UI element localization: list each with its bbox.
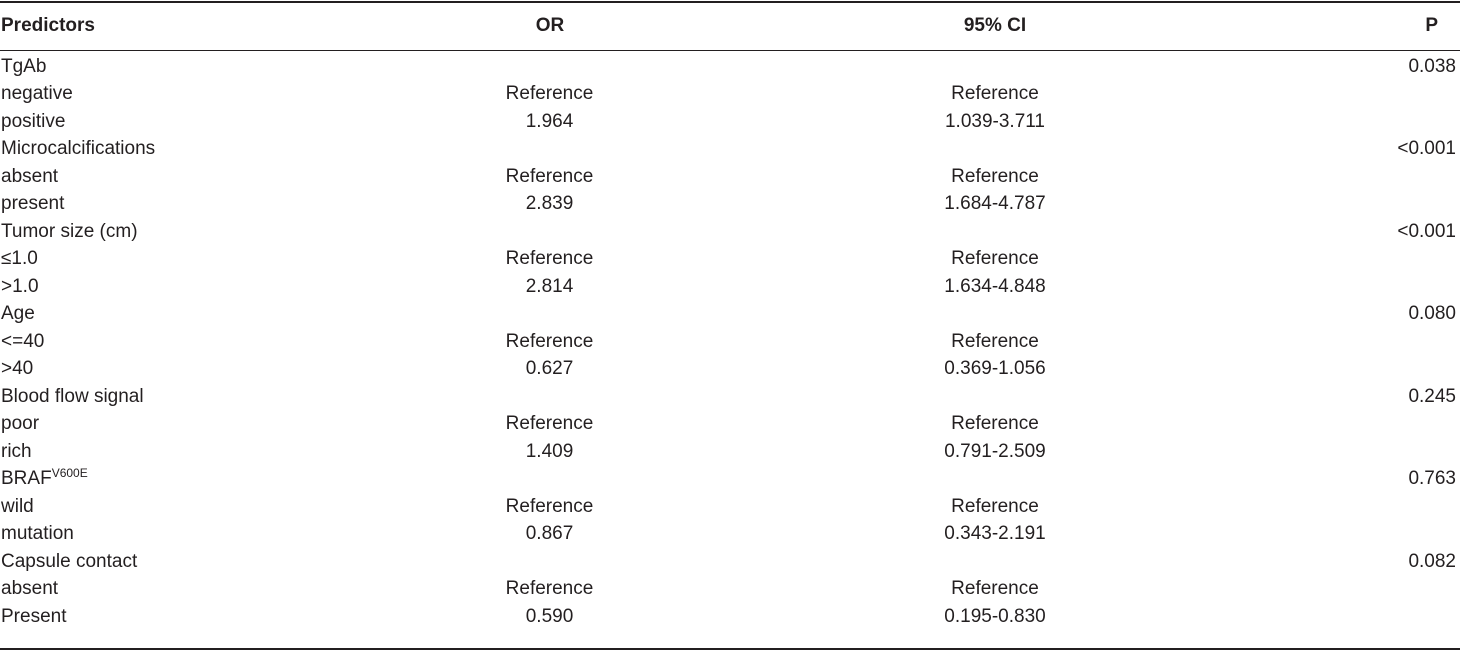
cell-or [300,466,800,494]
predictor-label: mutation [1,523,74,545]
cell-predictor [0,603,300,631]
cell-ci: 0.791-2.509 [944,440,1046,462]
table-row [0,521,1460,549]
predictor-label: wild [1,495,34,517]
table-row [0,51,1460,81]
cell-ci: 0.195-0.830 [944,605,1046,627]
table-row [0,438,1460,466]
predictor-label: Present [1,605,67,627]
cell-or: Reference [505,495,594,517]
cell-or [300,218,800,246]
predictor-label: absent [1,165,59,187]
table-row [0,218,1460,246]
cell-p: 0.038 [1408,55,1456,77]
cell-predictor [0,493,300,521]
cell-p [1190,356,1460,384]
header-ci: 95% CI [963,14,1027,36]
cell-p [1190,191,1460,219]
predictor-label: present [1,193,65,215]
cell-p [1190,411,1460,439]
table-row [0,493,1460,521]
table-row [0,576,1460,604]
cell-or: Reference [505,165,594,187]
cell-ci [800,383,1190,411]
cell-p [1190,521,1460,549]
cell-or: 2.839 [525,193,574,215]
table-row [0,246,1460,274]
table-row [0,383,1460,411]
predictor-label: ≤1.0 [1,248,38,270]
cell-predictor [0,81,300,109]
predictor-label: TgAb [1,55,47,77]
cell-p [1190,163,1460,191]
table-row [0,81,1460,109]
cell-or [300,51,800,81]
cell-predictor [0,108,300,136]
table-row [0,108,1460,136]
table-row [0,548,1460,576]
cell-ci: Reference [951,330,1039,352]
predictor-label: BRAF [1,468,52,490]
cell-p: <0.001 [1397,220,1456,242]
predictor-label: Microcalcifications [1,138,156,160]
table-row [0,191,1460,219]
cell-or: Reference [505,413,594,435]
header-predictors: Predictors [1,14,95,36]
predictor-label: poor [1,413,40,435]
cell-p: 0.763 [1408,468,1456,490]
table-row [0,273,1460,301]
cell-predictor [0,411,300,439]
cell-p [1190,493,1460,521]
table-row [0,356,1460,384]
table-row [0,301,1460,329]
cell-p [1190,576,1460,604]
cell-p [1190,81,1460,109]
predictor-label: Blood flow signal [1,385,144,407]
cell-ci [800,548,1190,576]
cell-predictor [0,576,300,604]
cell-or: 2.814 [525,275,574,297]
bottom-rule [0,648,1460,650]
cell-ci [800,218,1190,246]
cell-ci [800,466,1190,494]
cell-ci [800,136,1190,164]
cell-or: 0.867 [525,523,574,545]
cell-predictor [0,328,300,356]
cell-or: Reference [505,330,594,352]
cell-or: 1.964 [525,110,574,132]
predictor-label: rich [1,440,32,462]
predictor-label: absent [1,578,59,600]
cell-predictor [0,383,300,411]
cell-or [300,548,800,576]
cell-or [300,301,800,329]
cell-predictor [0,301,300,329]
cell-ci: Reference [951,165,1039,187]
cell-or: Reference [505,578,594,600]
cell-ci: 1.684-4.787 [944,193,1046,215]
cell-p [1190,438,1460,466]
cell-ci: 1.634-4.848 [944,275,1046,297]
predictor-label: >1.0 [1,275,39,297]
cell-predictor [0,218,300,246]
cell-predictor [0,356,300,384]
predictor-label: >40 [1,358,34,380]
cell-ci: Reference [951,248,1039,270]
cell-p [1190,273,1460,301]
predictor-label: negative [1,83,73,105]
table-row [0,163,1460,191]
cell-predictor [0,273,300,301]
cell-or [300,136,800,164]
cell-predictor [0,51,300,81]
cell-p: <0.001 [1397,138,1456,160]
cell-ci [800,51,1190,81]
table-body [0,51,1460,631]
cell-ci: Reference [951,578,1039,600]
cell-p [1190,328,1460,356]
cell-predictor [0,521,300,549]
cell-predictor [0,136,300,164]
table-row [0,466,1460,494]
cell-p: 0.245 [1408,385,1456,407]
cell-predictor [0,246,300,274]
header-or: OR [535,14,565,36]
cell-p: 0.082 [1408,550,1456,572]
cell-predictor [0,548,300,576]
cell-ci: 1.039-3.711 [944,110,1045,132]
cell-ci: Reference [951,413,1039,435]
cell-or: Reference [505,83,594,105]
table-row [0,328,1460,356]
cell-or: 0.590 [525,605,574,627]
cell-predictor [0,163,300,191]
predictor-label: Tumor size (cm) [1,220,138,242]
header-row [0,0,1460,51]
cell-ci: 0.369-1.056 [944,358,1046,380]
cell-or: Reference [505,248,594,270]
cell-predictor [0,438,300,466]
cell-ci: Reference [951,83,1039,105]
header-p: P [1425,14,1438,36]
cell-or: 0.627 [525,358,574,380]
predictor-label: Age [1,303,35,325]
cell-ci: 0.343-2.191 [944,523,1046,545]
cell-p [1190,246,1460,274]
predictor-superscript: V600E [51,466,88,481]
cell-p [1190,603,1460,631]
cell-p [1190,108,1460,136]
cell-ci: Reference [951,495,1039,517]
table-row [0,603,1460,631]
predictor-label: positive [1,110,66,132]
cell-or: 1.409 [525,440,574,462]
cell-predictor [0,191,300,219]
predictor-label: Capsule contact [1,550,138,572]
cell-p: 0.080 [1408,303,1456,325]
table-row [0,136,1460,164]
predictor-label: <=40 [1,330,45,352]
table-row [0,411,1460,439]
cell-predictor [0,466,300,494]
cell-or [300,383,800,411]
cell-ci [800,301,1190,329]
